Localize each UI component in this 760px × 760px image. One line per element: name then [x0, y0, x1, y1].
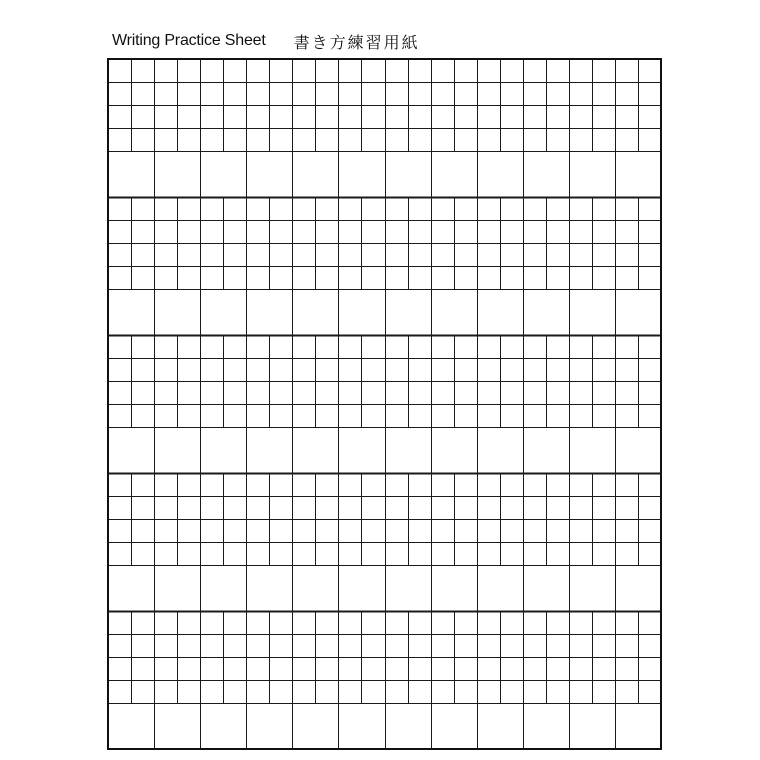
practice-grid — [107, 58, 662, 750]
sheet-header — [112, 28, 420, 54]
practice-grid-svg — [107, 58, 662, 750]
sheet-title-english: Writing Practice Sheet — [112, 32, 266, 49]
sheet-title-japanese: 書き方練習用紙 — [293, 32, 420, 52]
